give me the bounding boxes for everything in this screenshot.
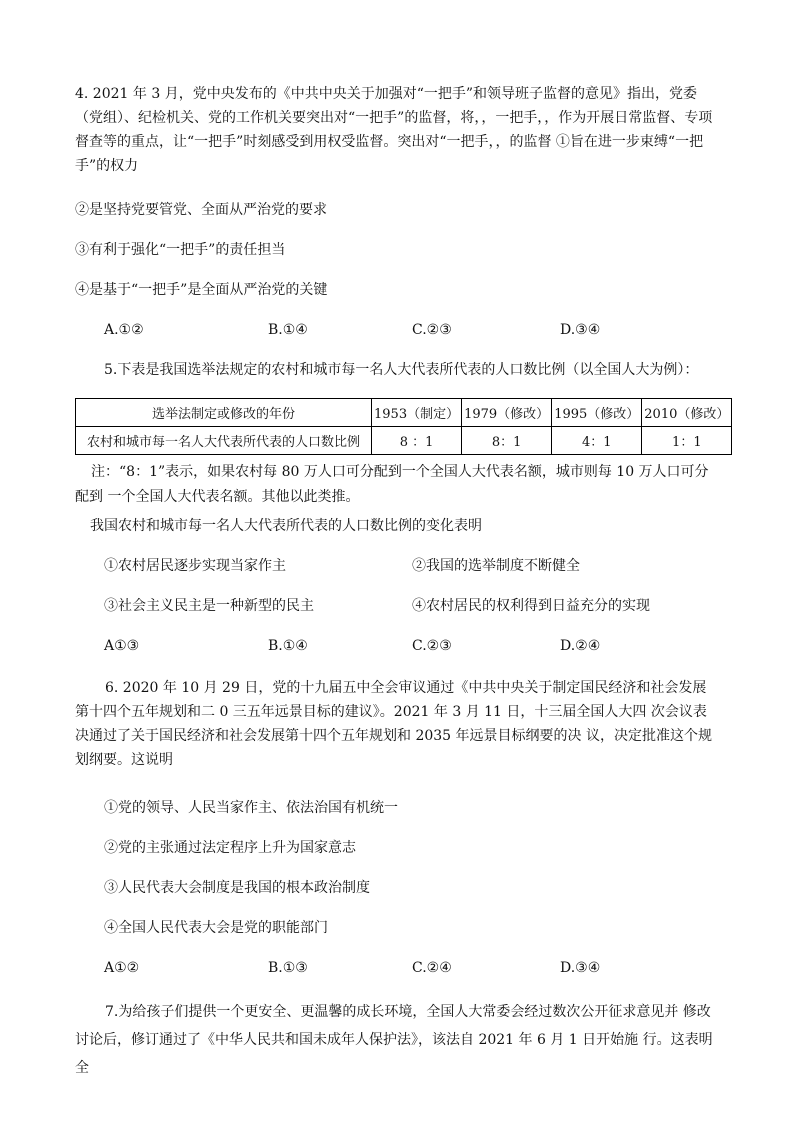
table-cell: 8：1: [462, 427, 552, 455]
q4-option-a[interactable]: A.①②: [104, 322, 144, 338]
q6-item-4: ④全国人民代表大会是党的职能部门: [104, 920, 328, 936]
table-cell: 1995（修改）: [552, 399, 642, 427]
q5-option-c[interactable]: C.②③: [412, 638, 452, 654]
q5-ratio-table: [75, 398, 732, 455]
table-header-row: [76, 399, 732, 427]
q4-stem: 4. 2021 年 3 月，党中央发布的《中共中央关于加强对“一把手”和领导班子监督的意见》指出，党委（党组）、纪检机关、党的工作机关要突出对“一把手”的监督，将，，一把手，，作为开展日常监督、专项督查等的重点，让“一把手”时刻感受到用权受监督。突出对“一把手，，的监督 ①旨在进一步束缚“一把手”的权力: [75, 86, 713, 174]
table-cell: 1979（修改）: [462, 399, 552, 427]
q4-option-d[interactable]: D.③④: [560, 322, 601, 338]
table-cell: 2010（修改）: [642, 399, 732, 427]
table-cell: 农村和城市每一名人大代表所代表的人口数比例: [76, 427, 372, 455]
table-cell: 4：1: [552, 427, 642, 455]
q5-note: 注：“8：1”表示，如果农村每 80 万人口可分配到一个全国人大代表名额，城市则每 10 万人口可分配到 一个全国人大代表名额。其他以此类推。: [75, 464, 709, 505]
q5-stem: 5.下表是我国选举法规定的农村和城市每一名人大代表所代表的人口数比例（以全国人大为例）：: [104, 362, 699, 378]
q6-option-a[interactable]: A①②: [104, 960, 140, 976]
q6-stem: 6. 2020 年 10 月 29 日，党的十九届五中全会审议通过《中共中央关于制定国民经济和社会发展 第十四个五年规划和二 0 三五年远景目标的建议》。2021 年 3 月 11 日，十三届全国人大四 次会议表决通过了关于国民经济和社会发展第十四个五年规划和 2035 年远景目标纲要的决 议，决定批准这个规划纲要。这说明: [75, 680, 712, 768]
q6-option-d[interactable]: D.③④: [560, 960, 601, 976]
q5-option-d[interactable]: D.②④: [560, 638, 601, 654]
q6-option-c[interactable]: C.②④: [412, 960, 452, 976]
q4-item-3: ③有利于强化“一把手”的责任担当: [75, 242, 286, 258]
q5-question: 我国农村和城市每一名人大代表所代表的人口数比例的变化表明: [90, 518, 482, 534]
table-cell: 选举法制定或修改的年份: [76, 399, 372, 427]
q5-item-1: ①农村居民逐步实现当家作主: [104, 558, 286, 574]
q5-item-3: ③社会主义民主是一种新型的民主: [104, 598, 314, 614]
q5-option-b[interactable]: B.①④: [268, 638, 308, 654]
q5-option-a[interactable]: A①③: [104, 638, 140, 654]
table-cell: 1：1: [642, 427, 732, 455]
q6-item-2: ②党的主张通过法定程序上升为国家意志: [104, 840, 356, 856]
q6-item-1: ①党的领导、人民当家作主、依法治国有机统一: [104, 800, 398, 816]
q5-item-2: ②我国的选举制度不断健全: [412, 558, 580, 574]
q6-option-b[interactable]: B.①③: [268, 960, 308, 976]
table-cell: 1953（制定）: [372, 399, 462, 427]
q4-option-c[interactable]: C.②③: [412, 322, 452, 338]
q6-item-3: ③人民代表大会制度是我国的根本政治制度: [104, 880, 370, 896]
q7-stem: 7.为给孩子们提供一个更安全、更温馨的成长环境，全国人大常委会经过数次公开征求意见并 修改讨论后，修订通过了《中华人民共和国未成年人保护法》，该法自 2021 年 6 月 1 日开始施 行。这表明全: [75, 1004, 713, 1076]
q5-item-4: ④农村居民的权利得到日益充分的实现: [412, 598, 650, 614]
table-cell: 8 ：1: [372, 427, 462, 455]
q4-item-2: ②是坚持党要管党、全面从严治党的要求: [75, 202, 327, 218]
table-row: [76, 427, 732, 455]
q4-option-b[interactable]: B.①④: [268, 322, 308, 338]
q4-item-4: ④是基于“一把手”是全面从严治党的关键: [75, 282, 328, 298]
